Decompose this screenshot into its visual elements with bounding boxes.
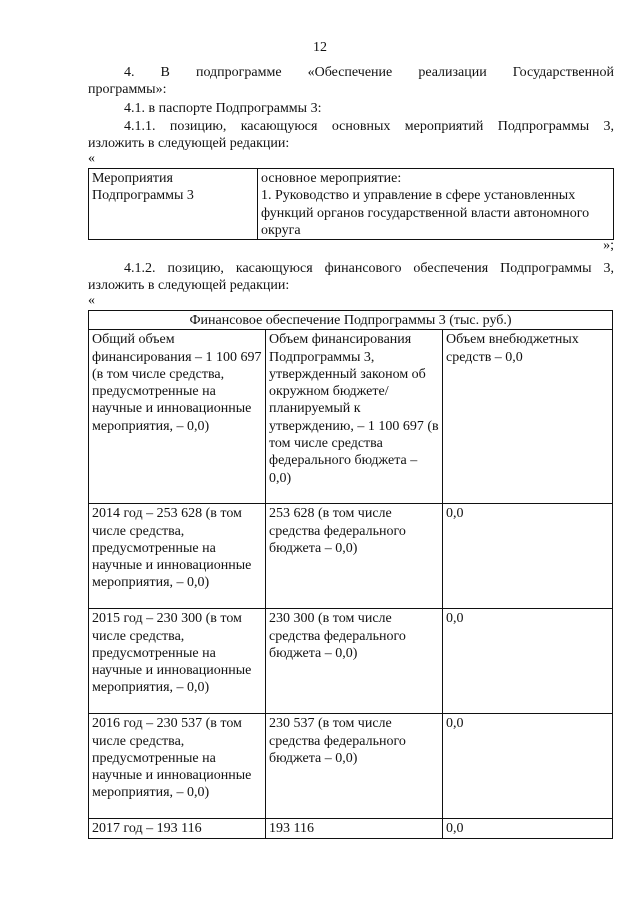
financing-table-header: Финансовое обеспечение Подпрограммы 3 (тыс. руб.) — [89, 311, 613, 330]
opening-quote-1: « — [88, 151, 95, 166]
year-2015-cell: 2015 год – 230 300 (в том числе средства, предусмотренные на научные и инновационные мероприятия, – 0,0) — [89, 609, 266, 714]
paragraph-4-line1 — [88, 64, 614, 81]
year-2016-budget-cell: 230 537 (в том числе средства федерального бюджета – 0,0) — [266, 714, 443, 819]
measures-value-line1: основное мероприятие: — [261, 171, 402, 186]
year-2017-extrabudgetary-cell: 0,0 — [443, 819, 613, 838]
year-2017-cell: 2017 год – 193 116 — [89, 819, 266, 838]
table-row — [89, 504, 613, 609]
paragraph-4-line2: программы»: — [88, 82, 167, 97]
year-2016-cell: 2016 год – 230 537 (в том числе средства, предусмотренные на научные и инновационные мероприятия, – 0,0) — [89, 714, 266, 819]
table-row — [89, 819, 613, 838]
measures-value-cell — [258, 169, 614, 240]
measures-value-line2: 1. Руководство и управление в сфере установленных функций органов государственной власти автономного округа — [261, 188, 590, 238]
table-header-row — [89, 311, 613, 330]
year-2015-extrabudgetary-cell: 0,0 — [443, 609, 613, 714]
table-row — [89, 714, 613, 819]
table-row — [89, 169, 614, 240]
paragraph-4-1-1-line2: изложить в следующей редакции: — [88, 136, 290, 151]
para-4-word3: «Обеспечение — [307, 65, 393, 80]
financing-table — [88, 310, 613, 839]
year-2014-extrabudgetary-cell: 0,0 — [443, 504, 613, 609]
paragraph-4-1-2-line2: изложить в следующей редакции: — [88, 278, 290, 293]
closing-quote-1: »; — [603, 238, 614, 253]
total-funding-cell: Общий объем финансирования – 1 100 697 (в том числе средства, предусмотренные на научные и инновационные мероприятия, – 0,0) — [89, 330, 266, 504]
measures-label-cell: Мероприятия Подпрограммы 3 — [89, 169, 258, 240]
year-2014-budget-cell: 253 628 (в том числе средства федерального бюджета – 0,0) — [266, 504, 443, 609]
extrabudgetary-funding-cell: Объем внебюджетных средств – 0,0 — [443, 330, 613, 504]
budget-funding-cell: Объем финансирования Подпрограммы 3, утвержденный законом об окружном бюджете/планируемый к утверждению, – 1 100 697 (в том числе средства федерального бюджета – 0,0) — [266, 330, 443, 504]
table-row — [89, 609, 613, 714]
para-4-word2: подпрограмме — [195, 65, 282, 80]
year-2016-extrabudgetary-cell: 0,0 — [443, 714, 613, 819]
table-row — [89, 330, 613, 504]
year-2014-cell: 2014 год – 253 628 (в том числе средства, предусмотренные на научные и инновационные мероприятия, – 0,0) — [89, 504, 266, 609]
measures-table — [88, 168, 614, 240]
para-4-word1: 4. В — [124, 65, 170, 80]
opening-quote-2: « — [88, 293, 95, 308]
paragraph-4-1: 4.1. в паспорте Подпрограммы 3: — [124, 101, 322, 116]
para-4-word5: Государственной — [512, 65, 615, 80]
year-2017-budget-cell: 193 116 — [266, 819, 443, 838]
para-4-word4: реализации — [418, 65, 487, 80]
paragraph-4-1-2-line1: 4.1.2. позицию, касающуюся финансового обеспечения Подпрограммы 3, — [124, 261, 614, 276]
year-2015-budget-cell: 230 300 (в том числе средства федерального бюджета – 0,0) — [266, 609, 443, 714]
paragraph-4-1-1-line1: 4.1.1. позицию, касающуюся основных мероприятий Подпрограммы 3, — [124, 119, 614, 134]
page-number: 12 — [313, 40, 327, 55]
